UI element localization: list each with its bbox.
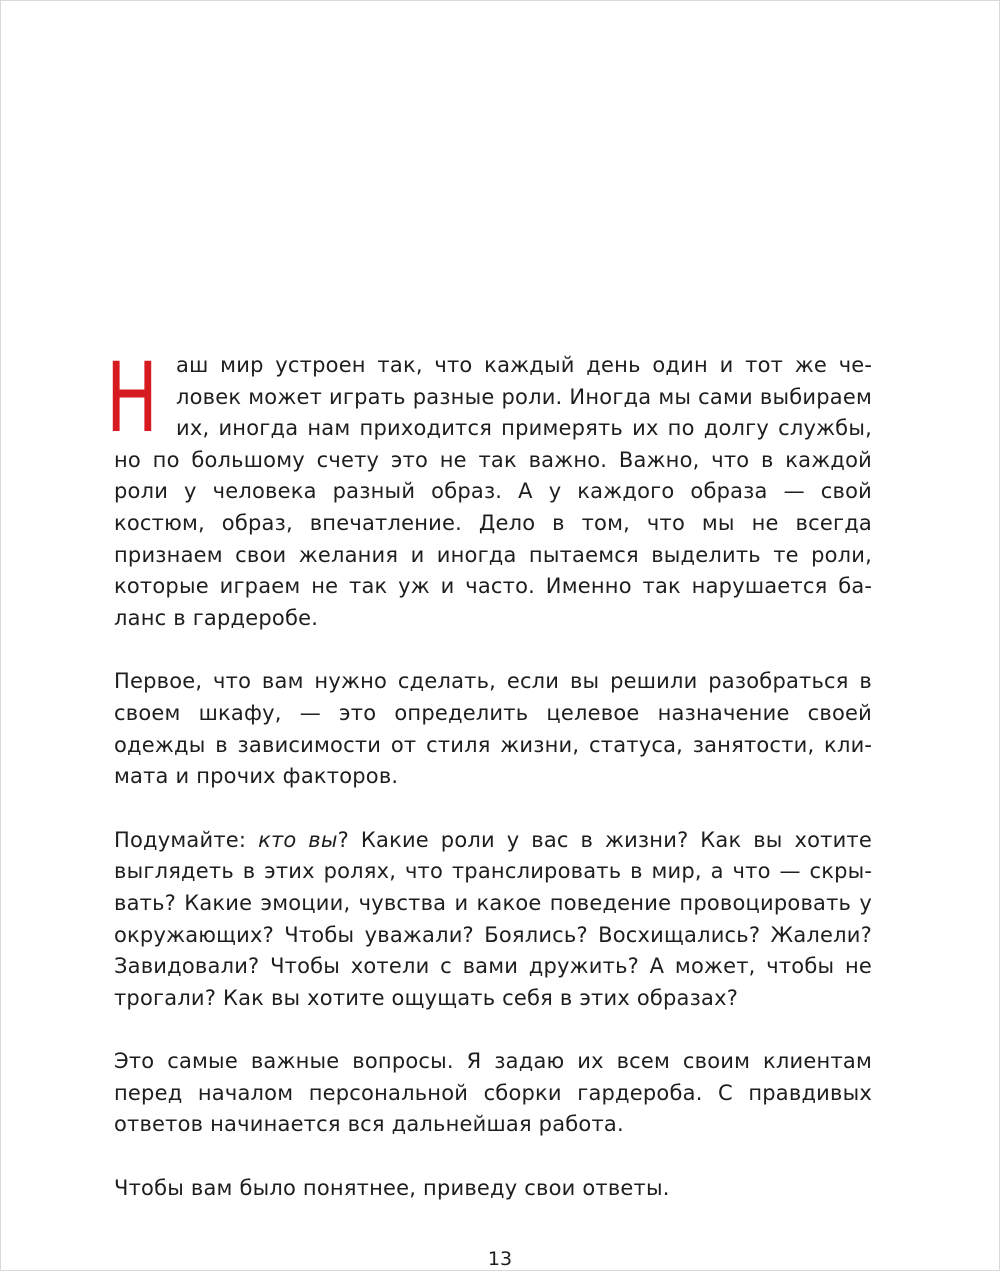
paragraph-3-rest: ? Какие роли у вас в жизни? Как вы хотите выглядеть в этих ролях, что транслировать в мир, а что — скрывать? Какие эмоции, чувства и какое поведение провоцировать у окружающих? Чтобы уважали? Боялись? Восхищались? Жалели? Завидовали? Чтобы хотели с вами дружить? А может, чтобы не трогали? Как вы хотите ощущать себя в этих образах? <box>114 827 872 1010</box>
paragraph-3-lead: Подумайте: <box>114 827 259 852</box>
paragraph-4: Это самые важные вопросы. Я задаю их всем своим клиентам перед началом персональной сборки гардероба. С правдивых ответов начинается вся дальнейшая работа. <box>114 1049 872 1137</box>
paragraph-1-text: аш мир устроен так, что каждый день один и тот же человек может играть разные роли. Иногда мы сами выбираем их, иногда нам приходится примерять их по долгу службы, но по большому счету это не так важно. Важно, что в каждой роли у человека разный образ. А у каждого образа — свой костюм, образ, впечатление. Дело в том, что мы не всегда признаем свои желания и иногда пытаемся выделить те роли, которые играем не так уж и часто. Именно так нарушается баланс в гардеробе. <box>114 353 872 630</box>
paragraph-5: Чтобы вам было понятнее, приведу свои ответы. <box>114 1176 670 1201</box>
paragraph-3-emphasis: кто вы <box>258 827 338 852</box>
paragraph-2: Первое, что вам нужно сделать, если вы решили разобраться в своем шкафу, — это определить целевое назначение своей одежды в зависимости от стиля жизни, статуса, занятости, климата и прочих факторов. <box>114 669 872 789</box>
paragraph-1 <box>106 342 872 634</box>
paragraph-3 <box>114 825 872 1015</box>
drop-cap: Н <box>106 342 159 454</box>
page-number: 13 <box>487 1248 513 1270</box>
body-text <box>106 342 872 1237</box>
